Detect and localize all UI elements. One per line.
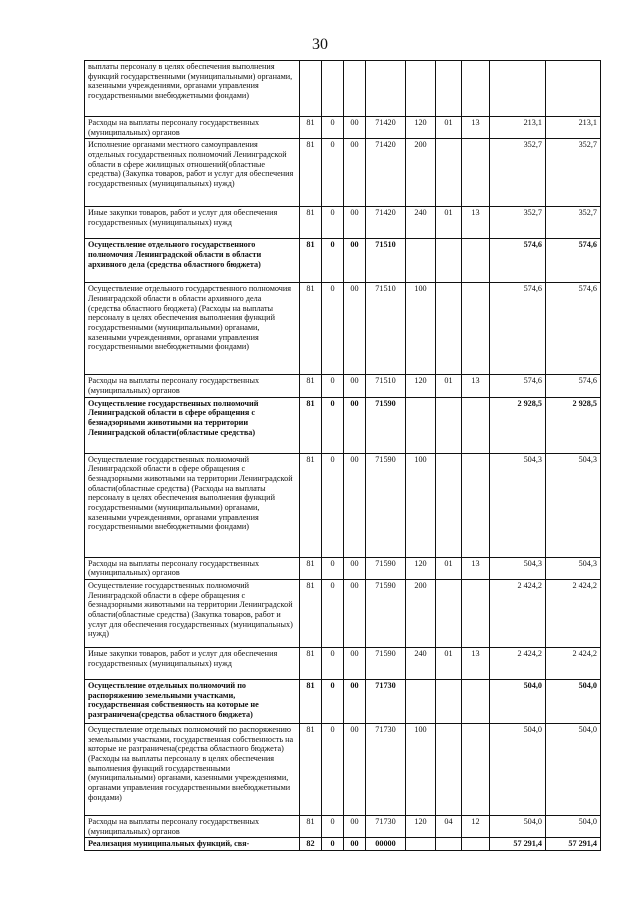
direction-code-cell: 71590 — [366, 648, 406, 680]
section-cell: 01 — [436, 648, 462, 680]
ministry-code-cell: 81 — [300, 580, 322, 648]
table-row-summary — [85, 397, 601, 453]
section-cell: 01 — [436, 207, 462, 239]
program-code-cell — [322, 61, 344, 117]
subprogram-code-cell: 00 — [344, 139, 366, 207]
expense-type-cell — [406, 61, 436, 117]
ministry-code-cell: 81 — [300, 724, 322, 816]
amount-cell: 213,1 — [490, 117, 546, 139]
direction-code-cell: 71730 — [366, 680, 406, 724]
description-cell: Осуществление государственных полномочий Ленинградской области в сфере обращения с безнадзорными животными на территории Ленинградской области(областные средства) — [85, 397, 300, 453]
table-row — [85, 117, 601, 139]
amount-cell: 504,3 — [490, 453, 546, 557]
direction-code-cell: 00000 — [366, 838, 406, 851]
description-cell: Расходы на выплаты персоналу государственных (муниципальных) органов — [85, 117, 300, 139]
amount-cell: 57 291,4 — [490, 838, 546, 851]
section-cell: 04 — [436, 816, 462, 838]
description-cell: Иные закупки товаров, работ и услуг для обеспечения государственных (муниципальных) нужд — [85, 207, 300, 239]
ministry-code-cell: 81 — [300, 207, 322, 239]
direction-code-cell: 71730 — [366, 724, 406, 816]
program-code-cell: 0 — [322, 283, 344, 375]
subsection-cell — [462, 838, 490, 851]
ministry-code-cell: 81 — [300, 648, 322, 680]
table-row — [85, 648, 601, 680]
program-code-cell: 0 — [322, 816, 344, 838]
budget-table — [84, 60, 601, 851]
program-code-cell: 0 — [322, 375, 344, 397]
amount-total-cell: 2 424,2 — [546, 648, 601, 680]
amount-total-cell: 504,0 — [546, 680, 601, 724]
amount-cell: 504,0 — [490, 724, 546, 816]
description-cell: Осуществление государственных полномочий Ленинградской области в сфере обращения с безнадзорными животными на территории Ленинградской области(областные средства) (Расходы на выплаты персоналу в целях обеспечения выполнения функций государственными (муниципальными) органами, казенными учреждениями, органами управления государственными внебюджетными фондами) — [85, 453, 300, 557]
program-code-cell: 0 — [322, 838, 344, 851]
subprogram-code-cell: 00 — [344, 816, 366, 838]
table-row — [85, 61, 601, 117]
section-cell — [436, 724, 462, 816]
program-code-cell: 0 — [322, 648, 344, 680]
amount-cell: 2 424,2 — [490, 648, 546, 680]
description-cell: Осуществление государственных полномочий Ленинградской области в сфере обращения с безнадзорными животными на территории Ленинградской области(областные средства) (Закупка товаров, работ и услуг для обеспечения государственных (муниципальных) нужд) — [85, 580, 300, 648]
amount-cell: 2 424,2 — [490, 580, 546, 648]
ministry-code-cell: 81 — [300, 680, 322, 724]
program-code-cell: 0 — [322, 207, 344, 239]
subsection-cell — [462, 724, 490, 816]
subprogram-code-cell: 00 — [344, 838, 366, 851]
ministry-code-cell: 81 — [300, 283, 322, 375]
page-number: 30 — [312, 36, 328, 53]
expense-type-cell: 240 — [406, 648, 436, 680]
program-code-cell: 0 — [322, 239, 344, 283]
program-code-cell: 0 — [322, 117, 344, 139]
table-row — [85, 580, 601, 648]
amount-total-cell: 504,3 — [546, 453, 601, 557]
section-cell — [436, 139, 462, 207]
table-row-summary — [85, 239, 601, 283]
amount-cell — [490, 61, 546, 117]
description-cell: Осуществление отдельных полномочий по распоряжению земельными участками, государственная собственность на которые не разграничена(средства областного бюджета) (Расходы на выплаты персоналу в целях обеспечения выполнения функций государственными (муниципальными) органами, казенными учреждениями, органами управления государственными внебюджетными фондами) — [85, 724, 300, 816]
amount-total-cell: 57 291,4 — [546, 838, 601, 851]
ministry-code-cell: 82 — [300, 838, 322, 851]
subsection-cell — [462, 453, 490, 557]
subprogram-code-cell: 00 — [344, 239, 366, 283]
expense-type-cell — [406, 838, 436, 851]
expense-type-cell: 120 — [406, 117, 436, 139]
direction-code-cell: 71420 — [366, 139, 406, 207]
description-cell: Реализация муниципальных функций, свя- — [85, 838, 300, 851]
section-cell — [436, 453, 462, 557]
amount-cell: 574,6 — [490, 283, 546, 375]
direction-code-cell: 71590 — [366, 580, 406, 648]
direction-code-cell: 71730 — [366, 816, 406, 838]
section-cell: 01 — [436, 117, 462, 139]
expense-type-cell: 100 — [406, 453, 436, 557]
subprogram-code-cell: 00 — [344, 580, 366, 648]
description-cell: Исполнение органами местного самоуправления отдельных государственных полномочий Ленинградской области в сфере жилищных отношений(областные средства) (Закупка товаров, работ и услуг для обеспечения государственных (муниципальных) нужд) — [85, 139, 300, 207]
amount-total-cell: 2 928,5 — [546, 397, 601, 453]
description-cell: Осуществление отдельных полномочий по распоряжению земельными участками, государственная собственность на которые не разграничена(средства областного бюджета) — [85, 680, 300, 724]
expense-type-cell: 200 — [406, 139, 436, 207]
description-cell: Осуществление отдельного государственного полномочия Ленинградской области в области архивного дела (средства областного бюджета) — [85, 239, 300, 283]
program-code-cell: 0 — [322, 724, 344, 816]
expense-type-cell: 100 — [406, 724, 436, 816]
subprogram-code-cell: 00 — [344, 117, 366, 139]
table-row-summary — [85, 680, 601, 724]
program-code-cell: 0 — [322, 453, 344, 557]
expense-type-cell: 240 — [406, 207, 436, 239]
ministry-code-cell — [300, 61, 322, 117]
table-row — [85, 375, 601, 397]
table-row — [85, 139, 601, 207]
ministry-code-cell: 81 — [300, 397, 322, 453]
amount-total-cell: 574,6 — [546, 375, 601, 397]
description-cell: Осуществление отдельного государственного полномочия Ленинградской области в области архивного дела (средства областного бюджета) (Расходы на выплаты персоналу в целях обеспечения выполнения функций государственными (муниципальными) органами, казенными учреждениями, органами управления государственными внебюджетными фондами) — [85, 283, 300, 375]
amount-cell: 352,7 — [490, 207, 546, 239]
section-cell — [436, 397, 462, 453]
amount-cell: 504,3 — [490, 557, 546, 579]
table-row — [85, 453, 601, 557]
subsection-cell — [462, 397, 490, 453]
amount-cell: 504,0 — [490, 816, 546, 838]
ministry-code-cell: 81 — [300, 557, 322, 579]
section-cell — [436, 838, 462, 851]
expense-type-cell: 120 — [406, 375, 436, 397]
table-row — [85, 557, 601, 579]
section-cell — [436, 61, 462, 117]
description-cell: Иные закупки товаров, работ и услуг для обеспечения государственных (муниципальных) нужд — [85, 648, 300, 680]
subprogram-code-cell: 00 — [344, 557, 366, 579]
amount-total-cell: 213,1 — [546, 117, 601, 139]
section-cell — [436, 239, 462, 283]
table-row — [85, 816, 601, 838]
direction-code-cell: 71510 — [366, 239, 406, 283]
amount-cell: 352,7 — [490, 139, 546, 207]
amount-cell: 504,0 — [490, 680, 546, 724]
subsection-cell — [462, 680, 490, 724]
table-row — [85, 724, 601, 816]
program-code-cell: 0 — [322, 139, 344, 207]
section-cell — [436, 680, 462, 724]
direction-code-cell: 71510 — [366, 375, 406, 397]
description-cell: Расходы на выплаты персоналу государственных (муниципальных) органов — [85, 557, 300, 579]
subprogram-code-cell: 00 — [344, 283, 366, 375]
direction-code-cell: 71590 — [366, 397, 406, 453]
ministry-code-cell: 81 — [300, 375, 322, 397]
amount-total-cell: 352,7 — [546, 139, 601, 207]
subprogram-code-cell: 00 — [344, 453, 366, 557]
subsection-cell: 12 — [462, 816, 490, 838]
section-cell — [436, 283, 462, 375]
expense-type-cell: 120 — [406, 557, 436, 579]
subprogram-code-cell: 00 — [344, 648, 366, 680]
subsection-cell — [462, 139, 490, 207]
direction-code-cell: 71510 — [366, 283, 406, 375]
program-code-cell: 0 — [322, 557, 344, 579]
amount-cell: 574,6 — [490, 375, 546, 397]
table-row — [85, 207, 601, 239]
expense-type-cell — [406, 397, 436, 453]
subsection-cell: 13 — [462, 557, 490, 579]
subsection-cell — [462, 283, 490, 375]
subprogram-code-cell: 00 — [344, 680, 366, 724]
direction-code-cell: 71590 — [366, 557, 406, 579]
ministry-code-cell: 81 — [300, 816, 322, 838]
subsection-cell: 13 — [462, 207, 490, 239]
program-code-cell: 0 — [322, 580, 344, 648]
section-cell: 01 — [436, 375, 462, 397]
amount-total-cell: 504,3 — [546, 557, 601, 579]
expense-type-cell: 120 — [406, 816, 436, 838]
section-cell — [436, 580, 462, 648]
amount-total-cell: 574,6 — [546, 283, 601, 375]
amount-total-cell: 574,6 — [546, 239, 601, 283]
subsection-cell: 13 — [462, 375, 490, 397]
amount-total-cell: 2 424,2 — [546, 580, 601, 648]
ministry-code-cell: 81 — [300, 117, 322, 139]
subsection-cell — [462, 239, 490, 283]
expense-type-cell: 200 — [406, 580, 436, 648]
ministry-code-cell: 81 — [300, 139, 322, 207]
subprogram-code-cell: 00 — [344, 724, 366, 816]
direction-code-cell: 71420 — [366, 207, 406, 239]
expense-type-cell — [406, 680, 436, 724]
expense-type-cell: 100 — [406, 283, 436, 375]
amount-total-cell: 504,0 — [546, 724, 601, 816]
subprogram-code-cell: 00 — [344, 207, 366, 239]
description-cell: Расходы на выплаты персоналу государственных (муниципальных) органов — [85, 816, 300, 838]
amount-total-cell — [546, 61, 601, 117]
direction-code-cell: 71420 — [366, 117, 406, 139]
subsection-cell: 13 — [462, 117, 490, 139]
subprogram-code-cell: 00 — [344, 375, 366, 397]
amount-total-cell: 352,7 — [546, 207, 601, 239]
description-cell: Расходы на выплаты персоналу государственных (муниципальных) органов — [85, 375, 300, 397]
description-cell: выплаты персоналу в целях обеспечения выполнения функций государственными (муниципальными) органами, казенными учреждениями, органами управления государственными внебюджетными фондами) — [85, 61, 300, 117]
subprogram-code-cell — [344, 61, 366, 117]
amount-total-cell: 504,0 — [546, 816, 601, 838]
section-cell: 01 — [436, 557, 462, 579]
subprogram-code-cell: 00 — [344, 397, 366, 453]
subsection-cell — [462, 61, 490, 117]
direction-code-cell — [366, 61, 406, 117]
ministry-code-cell: 81 — [300, 453, 322, 557]
ministry-code-cell: 81 — [300, 239, 322, 283]
program-code-cell: 0 — [322, 680, 344, 724]
amount-cell: 574,6 — [490, 239, 546, 283]
subsection-cell — [462, 580, 490, 648]
table-row-summary — [85, 838, 601, 851]
table-row — [85, 283, 601, 375]
amount-cell: 2 928,5 — [490, 397, 546, 453]
direction-code-cell: 71590 — [366, 453, 406, 557]
program-code-cell: 0 — [322, 397, 344, 453]
expense-type-cell — [406, 239, 436, 283]
subsection-cell: 13 — [462, 648, 490, 680]
